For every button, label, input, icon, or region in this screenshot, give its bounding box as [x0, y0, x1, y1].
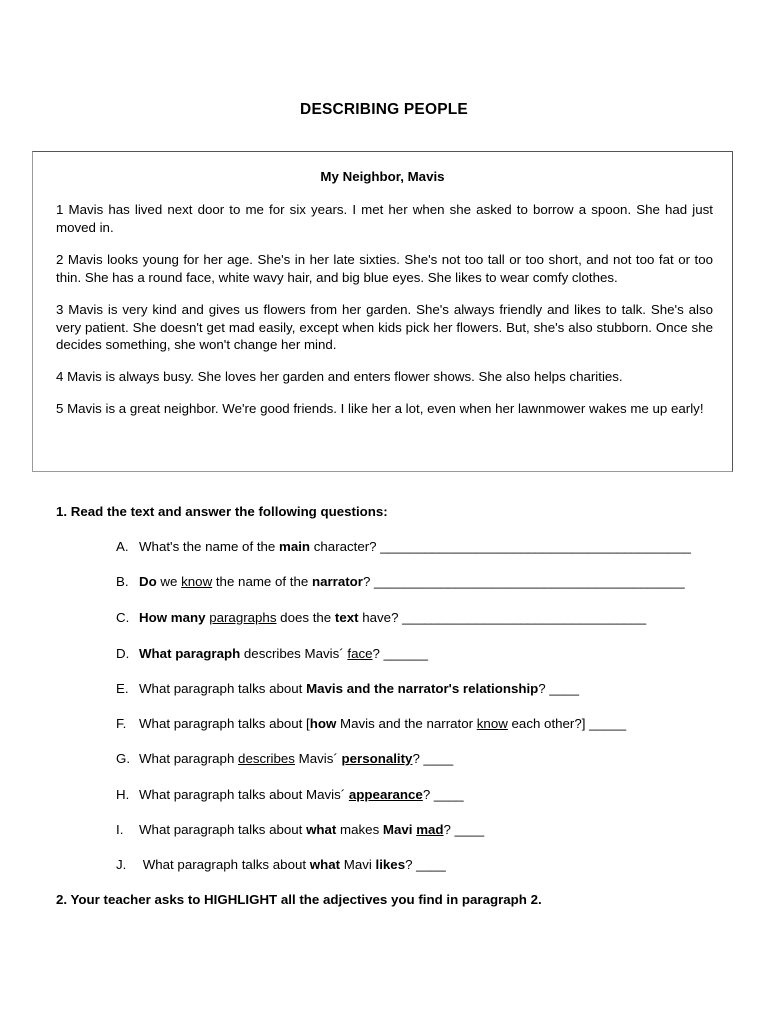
question-g: G. What paragraph describes Mavis´ personality? ____	[116, 751, 454, 766]
question-a: A. What's the name of the main character? __________________________________________	[116, 539, 691, 554]
paragraph-5: 5 Mavis is a great neighbor. We're good friends. I like her a lot, even when her lawnmower wakes me up early!	[56, 401, 704, 416]
question-i: I. What paragraph talks about what makes Mavi mad? ____	[116, 822, 485, 837]
story-title: My Neighbor, Mavis	[320, 169, 445, 184]
exercise-1-heading: 1. Read the text and answer the following questions:	[56, 504, 388, 519]
question-f: F. What paragraph talks about [how Mavis and the narrator know each other?] _____	[116, 716, 627, 731]
question-c: C. How many paragraphs does the text have? _________________________________	[116, 610, 647, 625]
page-title: DESCRIBING PEOPLE	[300, 101, 468, 118]
paragraph-2: 2 Mavis looks young for her age. She's in her late sixties. She's not too tall or too short, and not too fat or too thin. She has a round face, white wavy hair, and big blue eyes. She likes to wear comfy clothes.	[56, 252, 713, 285]
question-e: E. What paragraph talks about Mavis and the narrator's relationship? ____	[116, 681, 579, 696]
paragraph-1: 1 Mavis has lived next door to me for six years. I met her when she asked to borrow a spoon. She had just moved in.	[56, 202, 713, 235]
question-h: H. What paragraph talks about Mavis´ appearance? ____	[116, 787, 464, 802]
exercise-2-heading: 2. Your teacher asks to HIGHLIGHT all the adjectives you find in paragraph 2.	[56, 892, 542, 907]
paragraph-4: 4 Mavis is always busy. She loves her garden and enters flower shows. She also helps charities.	[56, 369, 623, 384]
question-j: J. What paragraph talks about what Mavi likes? ____	[116, 857, 446, 872]
paragraph-3: 3 Mavis is very kind and gives us flowers from her garden. She's always friendly and likes to talk. She's also very patient. She doesn't get mad easily, except when kids pick her flowers. But, she's also stubborn. Once she decides something, she won't change her mind.	[56, 302, 713, 353]
reading-text-box	[32, 151, 733, 472]
question-d: D. What paragraph describes Mavis´ face? ______	[116, 646, 428, 661]
question-b: B. Do we know the name of the narrator? __________________________________________	[116, 574, 685, 589]
